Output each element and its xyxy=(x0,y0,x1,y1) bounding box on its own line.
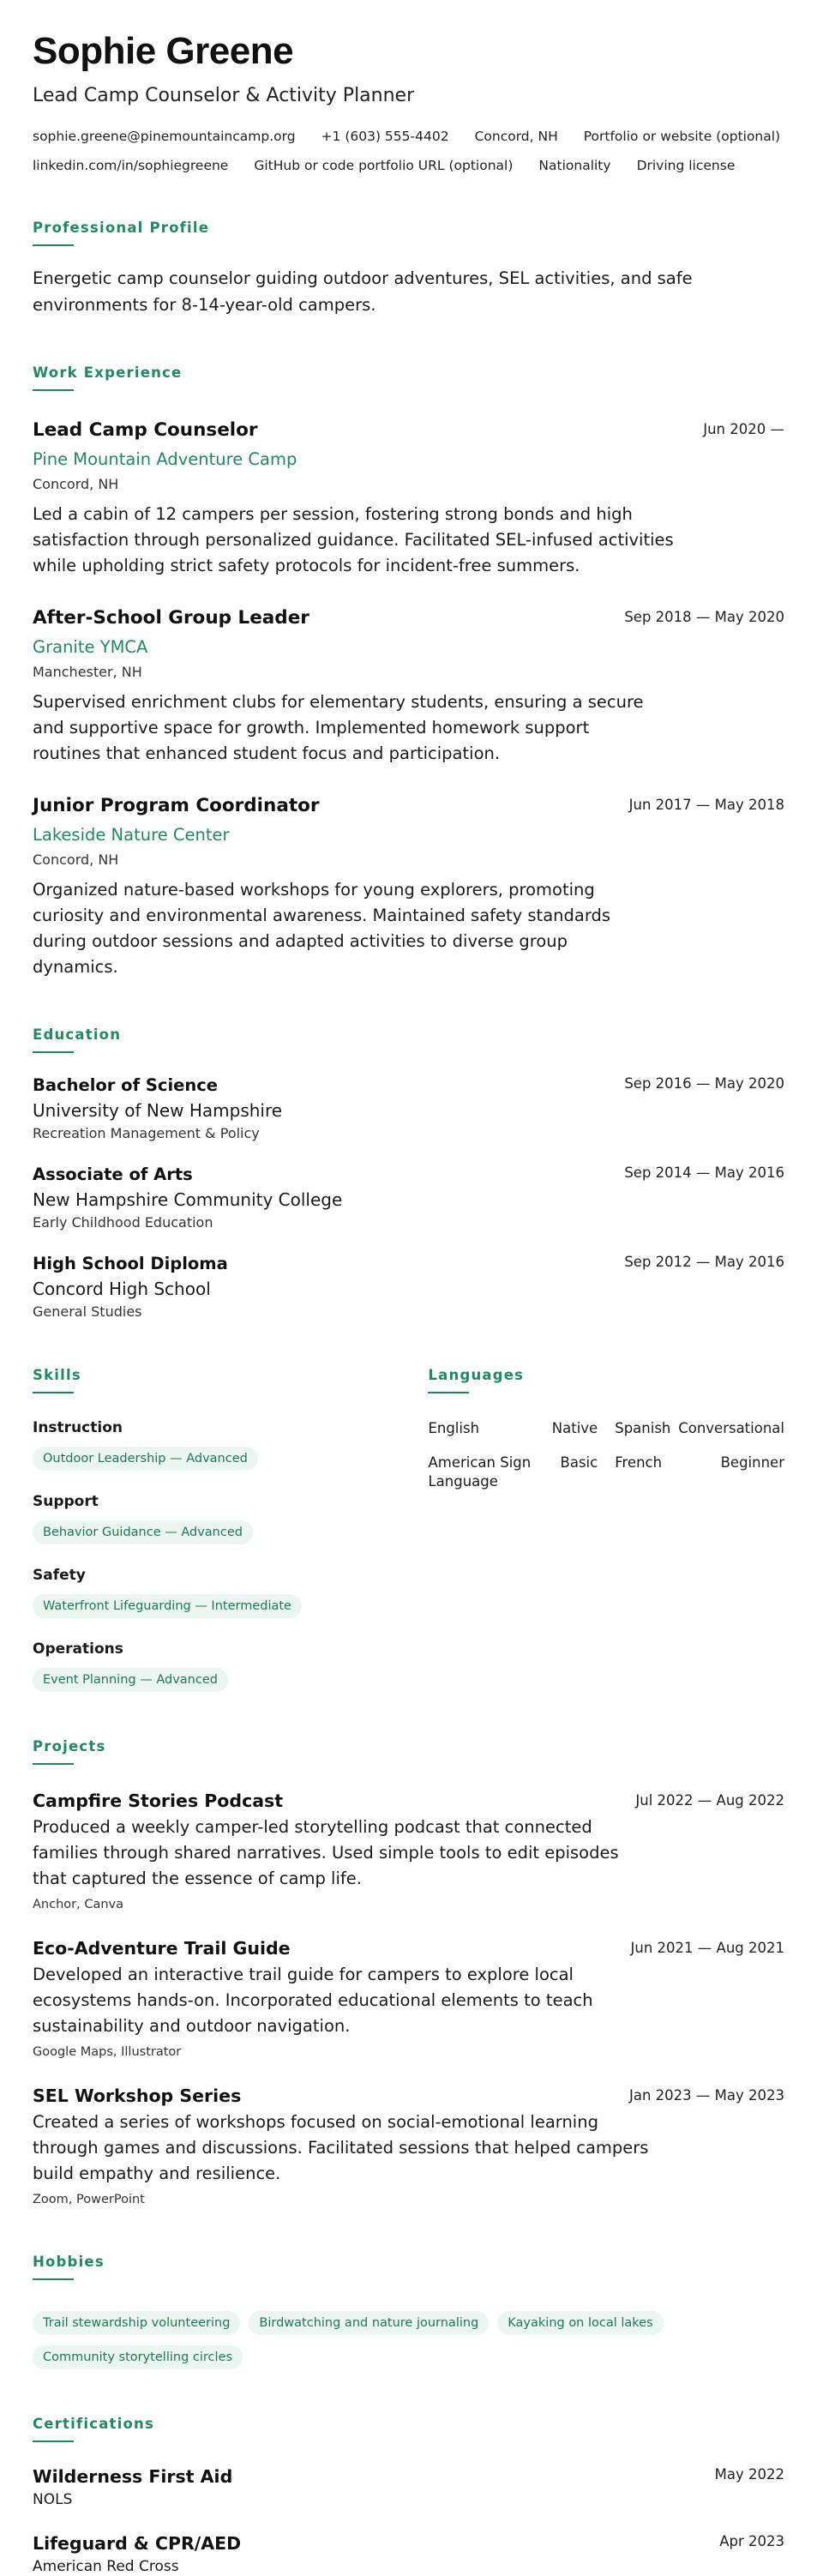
school: University of New Hampshire xyxy=(33,1100,283,1121)
contact-list xyxy=(33,129,784,173)
language-item xyxy=(428,1419,598,1438)
section-title-certifications: Certifications xyxy=(33,2416,154,2432)
skill-tag: Waterfront Lifeguarding — Intermediate xyxy=(33,1594,302,1618)
contact-location: Concord, NH xyxy=(474,129,558,144)
job-date: Jun 2020 — xyxy=(703,421,784,437)
language-name: French xyxy=(615,1454,663,1471)
certification-issuer: NOLS xyxy=(33,2491,73,2508)
profile-text: Energetic camp counselor guiding outdoor adventures, SEL activities, and safe environments for 8-14-year-old campers. xyxy=(33,268,693,315)
job-employer: Lakeside Nature Center xyxy=(33,825,230,845)
certification-name: Wilderness First Aid xyxy=(33,2466,233,2487)
field-of-study: Recreation Management & Policy xyxy=(33,1125,260,1141)
project-item xyxy=(33,1791,784,1912)
project-title: Eco-Adventure Trail Guide xyxy=(33,1938,291,1959)
job-title: Lead Camp Counselor xyxy=(33,419,258,441)
skills-languages-row xyxy=(33,1367,784,1692)
job-employer: Pine Mountain Adventure Camp xyxy=(33,449,297,469)
section-divider xyxy=(33,244,74,246)
job-title: Junior Program Coordinator xyxy=(33,795,320,816)
contact-phone[interactable]: +1 (603) 555-4402 xyxy=(321,129,449,144)
section-title-profile: Professional Profile xyxy=(33,220,210,236)
education-date: Sep 2014 — May 2016 xyxy=(624,1165,784,1181)
section-title-skills: Skills xyxy=(33,1367,81,1383)
language-item xyxy=(615,1454,784,1491)
section-divider xyxy=(33,2278,74,2280)
skill-tag: Behavior Guidance — Advanced xyxy=(33,1520,253,1544)
section-title-work: Work Experience xyxy=(33,364,183,381)
language-level: Basic xyxy=(560,1454,598,1471)
project-date: Jun 2021 — Aug 2021 xyxy=(630,1940,784,1956)
hobbies-section xyxy=(33,2254,784,2369)
language-grid xyxy=(428,1419,784,1491)
certification-item xyxy=(33,2466,784,2509)
certification-name: Lifeguard & CPR/AED xyxy=(33,2533,242,2554)
education-date: Sep 2012 — May 2016 xyxy=(624,1254,784,1270)
hobby-tag: Kayaking on local lakes xyxy=(497,2311,663,2335)
work-item xyxy=(33,607,784,767)
work-item xyxy=(33,419,784,579)
language-level: Native xyxy=(551,1420,598,1436)
job-employer: Granite YMCA xyxy=(33,637,148,657)
school: New Hampshire Community College xyxy=(33,1189,343,1210)
education-item xyxy=(33,1254,784,1321)
hobby-tag: Trail stewardship volunteering xyxy=(33,2311,240,2335)
profile-section xyxy=(33,220,784,318)
skills-section xyxy=(33,1367,408,1692)
skill-tag: Event Planning — Advanced xyxy=(33,1668,228,1692)
contact-email[interactable]: sophie.greene@pinemountaincamp.org xyxy=(33,129,296,144)
project-tools: Google Maps, Illustrator xyxy=(33,2045,182,2059)
contact-github[interactable]: GitHub or code portfolio URL (optional) xyxy=(254,158,514,173)
language-name: American Sign Language xyxy=(428,1454,532,1490)
job-location: Manchester, NH xyxy=(33,664,142,680)
section-divider xyxy=(33,1763,74,1765)
section-divider xyxy=(33,1392,74,1393)
job-date: Jun 2017 — May 2018 xyxy=(628,797,784,813)
work-item xyxy=(33,795,784,980)
section-title-education: Education xyxy=(33,1026,122,1043)
contact-linkedin[interactable]: linkedin.com/in/sophiegreene xyxy=(33,158,229,173)
contact-nationality: Nationality xyxy=(538,158,611,173)
language-item xyxy=(428,1454,598,1491)
job-description: Supervised enrichment clubs for elementary students, ensuring a secure and supportive space for growth. Implemented homework support routines that enhanced student focus and participation. xyxy=(33,692,644,763)
project-tools: Zoom, PowerPoint xyxy=(33,2193,145,2206)
job-location: Concord, NH xyxy=(33,476,119,492)
field-of-study: Early Childhood Education xyxy=(33,1214,213,1231)
certification-item xyxy=(33,2533,784,2576)
degree: Bachelor of Science xyxy=(33,1075,219,1095)
hobby-list xyxy=(33,2301,684,2369)
education-item xyxy=(33,1075,784,1142)
school: Concord High School xyxy=(33,1279,211,1299)
job-description: Led a cabin of 12 campers per session, fostering strong bonds and high satisfaction through personalized guidance. Facilitated SEL-infused activities while upholding strict safety protocols for incident-free summers. xyxy=(33,504,674,575)
language-item xyxy=(615,1419,784,1438)
certification-date: Apr 2023 xyxy=(719,2533,784,2549)
section-divider xyxy=(33,2441,74,2442)
degree: High School Diploma xyxy=(33,1254,228,1273)
project-date: Jan 2023 — May 2023 xyxy=(628,2087,784,2104)
degree: Associate of Arts xyxy=(33,1165,193,1184)
hobby-tag: Birdwatching and nature journaling xyxy=(249,2311,489,2335)
project-tools: Anchor, Canva xyxy=(33,1898,123,1911)
skill-category: Support xyxy=(33,1493,99,1510)
work-section xyxy=(33,364,784,980)
project-description: Produced a weekly camper-led storytelling podcast that connected families through shared narratives. Used simple tools to edit episodes that captured the essence of camp life. xyxy=(33,1817,619,1888)
candidate-title: Lead Camp Counselor & Activity Planner xyxy=(33,85,415,106)
certifications-section xyxy=(33,2416,784,2576)
project-date: Jul 2022 — Aug 2022 xyxy=(635,1792,784,1809)
certification-date: May 2022 xyxy=(714,2466,784,2483)
language-name: Spanish xyxy=(615,1420,671,1436)
skill-category: Safety xyxy=(33,1567,86,1584)
education-date: Sep 2016 — May 2020 xyxy=(624,1075,784,1092)
project-item xyxy=(33,1938,784,2060)
language-level: Conversational xyxy=(678,1420,784,1436)
education-item xyxy=(33,1165,784,1231)
section-divider xyxy=(33,1051,74,1053)
job-date: Sep 2018 — May 2020 xyxy=(624,609,784,625)
project-item xyxy=(33,2085,784,2207)
language-name: English xyxy=(428,1420,480,1436)
job-location: Concord, NH xyxy=(33,852,119,868)
resume-header xyxy=(33,31,784,173)
skill-category: Instruction xyxy=(33,1419,123,1436)
education-section xyxy=(33,1026,784,1321)
skill-tag: Outdoor Leadership — Advanced xyxy=(33,1447,258,1471)
job-description: Organized nature-based workshops for young explorers, promoting curiosity and environmental awareness. Maintained safety standards during outdoor sessions and adapted activities to diverse group dynamics. xyxy=(33,880,611,977)
skill-category: Operations xyxy=(33,1640,123,1658)
section-divider xyxy=(428,1392,469,1393)
language-level: Beginner xyxy=(720,1454,784,1471)
field-of-study: General Studies xyxy=(33,1303,142,1320)
project-description: Developed an interactive trail guide for campers to explore local ecosystems hands-on. Incorporated educational elements to teach sustainability and outdoor navigation. xyxy=(33,1965,593,2036)
languages-section xyxy=(428,1367,784,1692)
section-title-projects: Projects xyxy=(33,1738,106,1754)
contact-driving-license: Driving license xyxy=(636,158,736,173)
section-title-hobbies: Hobbies xyxy=(33,2254,105,2270)
contact-portfolio[interactable]: Portfolio or website (optional) xyxy=(583,129,781,144)
candidate-name: Sophie Greene xyxy=(33,30,294,72)
certification-issuer: American Red Cross xyxy=(33,2558,179,2575)
section-title-languages: Languages xyxy=(428,1367,525,1383)
project-description: Created a series of workshops focused on social-emotional learning through games and discussions. Facilitated sessions that helped campers build empathy and resilience. xyxy=(33,2112,649,2183)
projects-section xyxy=(33,1738,784,2207)
job-title: After-School Group Leader xyxy=(33,607,309,629)
project-title: SEL Workshop Series xyxy=(33,2085,242,2106)
hobby-tag: Community storytelling circles xyxy=(33,2345,243,2369)
project-title: Campfire Stories Podcast xyxy=(33,1791,284,1811)
section-divider xyxy=(33,389,74,391)
